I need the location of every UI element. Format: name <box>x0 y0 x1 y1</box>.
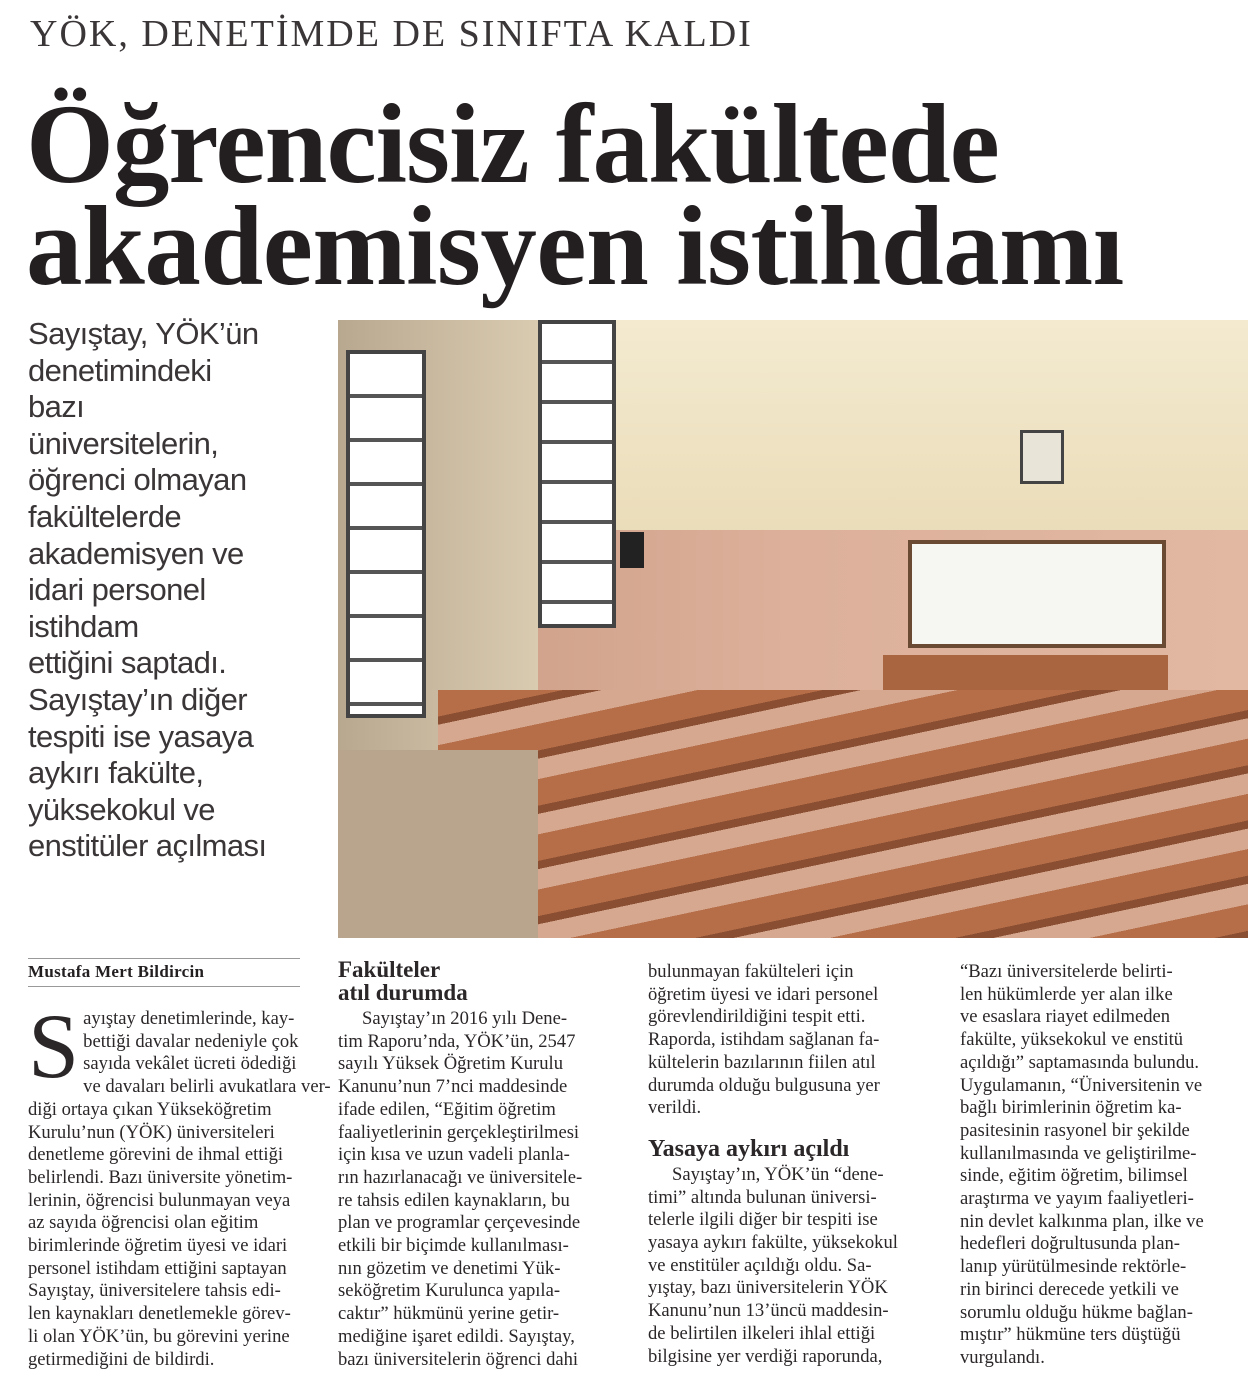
text-line: sayıda vekâlet ücreti ödediği <box>83 1053 297 1075</box>
text-line: pasitesinin rasyonel bir şekilde <box>960 1119 1190 1141</box>
text-line: tim Raporu’nda, YÖK’ün, 2547 <box>338 1030 576 1052</box>
text-line: li olan YÖK’ün, bu görevini yerine <box>28 1325 290 1347</box>
text-line: sorumlu olduğu hükme bağlan- <box>960 1301 1193 1323</box>
subhead-1-line-1: Fakülteler <box>338 957 441 982</box>
text-line: plan ve programlar çerçevesinde <box>338 1212 581 1234</box>
text-line: rin birinci derecede yetkili ve <box>960 1278 1179 1300</box>
text-line: yasaya aykırı fakülte, yüksekokul <box>648 1232 898 1254</box>
text-line: istihdam <box>28 608 139 644</box>
text-line: Sayıştay, YÖK’ün <box>28 316 259 351</box>
text-line: len kaynakları denetlemekle görev- <box>28 1303 291 1325</box>
text-line: ayıştay denetimlerinde, kay- <box>83 1008 295 1029</box>
text-line: caktır” hükmünü yerine getir- <box>338 1303 560 1325</box>
text-line: durumda olduğu bulgusuna yer <box>648 1074 880 1096</box>
column-3 <box>648 961 933 1368</box>
text-line: verildi. <box>648 1097 702 1119</box>
headline-line-2: akademisyen istihdamı <box>26 184 1124 309</box>
text-line: bulunmayan fakülteleri için <box>648 961 854 982</box>
text-line: kullanılmasında ve geliştirilme- <box>960 1142 1197 1164</box>
column-2 <box>338 958 618 1371</box>
text-line: bazı üniversitelerin öğrenci dahi <box>338 1348 579 1370</box>
text-line: tespiti ise yasaya <box>28 718 254 754</box>
text-line: öğrenci olmayan <box>28 462 247 498</box>
headline-line-1: Öğrencisiz fakültede <box>26 82 999 207</box>
text-line: yıştay, bazı üniversitelerin YÖK <box>648 1277 888 1299</box>
picture-frame <box>1020 430 1064 484</box>
text-line: aykırı fakülte, <box>28 755 204 791</box>
column-1 <box>28 995 331 1371</box>
text-line: birimlerinde öğretim üyesi ve idari <box>28 1235 288 1257</box>
text-line: rın hazırlanacağı ve üniversitele- <box>338 1166 583 1188</box>
speaker <box>620 532 644 568</box>
summary <box>28 316 328 865</box>
classroom-photo <box>338 320 1248 938</box>
text-line: idari personel <box>28 572 206 608</box>
text-line: ifade edilen, “Eğitim öğretim <box>338 1098 556 1120</box>
text-line: vurgulandı. <box>960 1346 1045 1368</box>
text-line: diği ortaya çıkan Yükseköğretim <box>28 1098 272 1120</box>
text-line: denetleme görevini de ihmal ettiği <box>28 1144 284 1166</box>
text-line: sayılı Yüksek Öğretim Kurulu <box>338 1053 563 1075</box>
text-line: personel istihdam ettiğini saptayan <box>28 1257 287 1279</box>
text-line: nin devlet kalkınma plan, ilke ve <box>960 1210 1204 1232</box>
drop-cap: S <box>28 995 80 1097</box>
text-line: getirmediğini de bildirdi. <box>28 1348 215 1370</box>
text-line: ve davaları belirli avukatlara ver- <box>83 1076 331 1098</box>
subhead-1-line-2: atıl durumda <box>338 980 468 1005</box>
text-line: bağlı birimlerinin öğretim ka- <box>960 1097 1182 1119</box>
window-1 <box>346 350 426 718</box>
text-line: Uygulamanın, “Üniversitenin ve <box>960 1074 1203 1096</box>
text-line: ve esaslara riayet edilmeden <box>960 1006 1171 1028</box>
text-line: açıldığı” saptamasında bulundu. <box>960 1051 1200 1073</box>
text-line: öğretim üyesi ve idari personel <box>648 983 879 1005</box>
text-line: etkili bir biçimde kullanılması- <box>338 1235 569 1257</box>
text-line: Sayıştay’ın, YÖK’ün “dene- <box>672 1163 884 1185</box>
subhead-2: Yasaya aykırı açıldı <box>648 1135 850 1162</box>
text-line: mıştır” hükmüne ters düştüğü <box>960 1324 1181 1346</box>
text-line: Kanunu’nun 13’üncü maddesin- <box>648 1300 889 1322</box>
text-line: hedefleri doğrultusunda plan- <box>960 1233 1180 1255</box>
text-line: lanıp yürütülmesinde rektörle- <box>960 1256 1187 1278</box>
kicker: YÖK, DENETİMDE DE SINIFTA KALDI <box>30 13 753 55</box>
text-line: fakültelerde <box>28 498 182 534</box>
text-line: fakülte, yüksekokul ve enstitü <box>960 1029 1184 1051</box>
text-line: Sayıştay’ın 2016 yılı Dene- <box>362 1008 568 1029</box>
text-line: len hükümlerde yer alan ilke <box>960 983 1173 1005</box>
text-line: seköğretim Kurulunca yapıla- <box>338 1280 561 1302</box>
text-line: bazı <box>28 389 85 425</box>
text-line: Kanunu’nun 7’nci maddesinde <box>338 1076 568 1098</box>
text-line: Kurulu’nun (YÖK) üniversiteleri <box>28 1121 275 1143</box>
text-line: bettiği davalar nedeniyle çok <box>83 1030 299 1052</box>
text-line: nın gözetim ve denetimi Yük- <box>338 1257 561 1279</box>
text-line: kültelerin bazılarının fiilen atıl <box>648 1051 876 1073</box>
byline: Mustafa Mert Bildircin <box>28 958 300 987</box>
text-line: akademisyen ve <box>28 535 244 571</box>
text-line: Sayıştay, üniversitelere tahsis edi- <box>28 1280 281 1302</box>
text-line: telerle ilgili diğer bir tespiti ise <box>648 1209 878 1231</box>
text-line: de belirtilen ilkeleri ihlal ettiği <box>648 1322 876 1344</box>
text-line: faaliyetlerinin gerçekleştirilmesi <box>338 1121 580 1143</box>
text-line: araştırma ve yayım faaliyetleri- <box>960 1188 1194 1210</box>
text-line: timi” altında bulunan üniversi- <box>648 1186 877 1208</box>
text-line: “Bazı üniversitelerde belirti- <box>960 961 1173 982</box>
whiteboard <box>908 540 1166 648</box>
text-line: bilgisine yer verdiği raporunda, <box>648 1345 883 1367</box>
text-line: yüksekokul ve <box>28 791 215 827</box>
text-line: az sayıda öğrencisi olan eğitim <box>28 1212 259 1234</box>
text-line: ve enstitüler açıldığı oldu. Sa- <box>648 1254 872 1276</box>
text-line: mediğine işaret edildi. Sayıştay, <box>338 1325 575 1347</box>
text-line: lerinin, öğrencisi bulunmayan veya <box>28 1189 291 1211</box>
text-line: re tahsis edilen kaynakların, bu <box>338 1189 570 1211</box>
text-line: ettiğini saptadı. <box>28 645 227 681</box>
text-line: üniversitelerin, <box>28 425 219 461</box>
text-line: sinde, eğitim öğretim, bilimsel <box>960 1165 1188 1187</box>
text-line: için kısa ve uzun vadeli planla- <box>338 1144 570 1166</box>
text-line: denetimindeki <box>28 352 212 388</box>
text-line: Sayıştay’ın diğer <box>28 681 247 717</box>
window-2 <box>538 320 616 628</box>
column-4 <box>960 961 1245 1370</box>
text-line: enstitüler açılması <box>28 828 267 864</box>
text-line: Raporda, istihdam sağlanan fa- <box>648 1029 880 1051</box>
text-line: görevlendirildiğini tespit etti. <box>648 1006 866 1028</box>
text-line: belirlendi. Bazı üniversite yönetim- <box>28 1166 293 1188</box>
